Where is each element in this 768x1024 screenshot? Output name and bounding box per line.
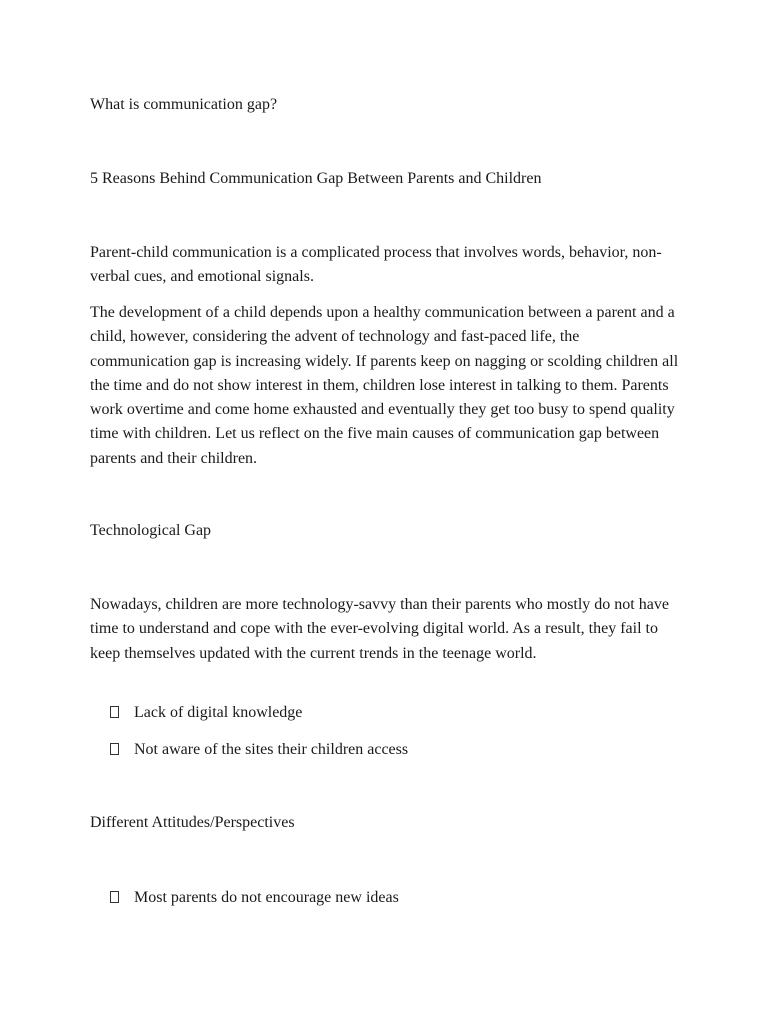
- document-title: 5 Reasons Behind Communication Gap Between Parents and Children: [90, 170, 542, 187]
- question-heading: What is communication gap?: [90, 96, 278, 113]
- bullet-item: [110, 701, 670, 725]
- body-paragraph: The development of a child depends upon a healthy communication between a parent and a child, however, considering the advent of technology and fast-paced life, the communication gap is increasing widely. If parents keep on nagging or scolding children all the time and do not show interest in them, children lose interest in talking to them. Parents work overtime and come home exhausted and eventually they get too busy to spend quality time with children. Let us reflect on the five main causes of communication gap between parents and their children.: [90, 304, 679, 467]
- bullet-item: [110, 738, 670, 762]
- bullet-box-icon: [110, 891, 119, 903]
- bullet-text: Most parents do not encourage new ideas: [134, 889, 399, 906]
- bullet-box-icon: [110, 743, 119, 755]
- bullet-text: Not aware of the sites their children access: [134, 741, 409, 758]
- section-heading-technological-gap: Technological Gap: [90, 522, 212, 539]
- bullet-item: [110, 886, 670, 910]
- section-heading-different-attitudes: Different Attitudes/Perspectives: [90, 814, 295, 831]
- section-paragraph-technological-gap: Nowadays, children are more technology-savvy than their parents who mostly do not have time to understand and cope with the ever-evolving digital world. As a result, they fail to keep themselves updated with the current trends in the teenage world.: [90, 596, 669, 662]
- bullet-box-icon: [110, 706, 119, 718]
- intro-paragraph: Parent-child communication is a complicated process that involves words, behavior, non-verbal cues, and emotional signals.: [90, 244, 662, 286]
- bullet-text: Lack of digital knowledge: [134, 704, 303, 721]
